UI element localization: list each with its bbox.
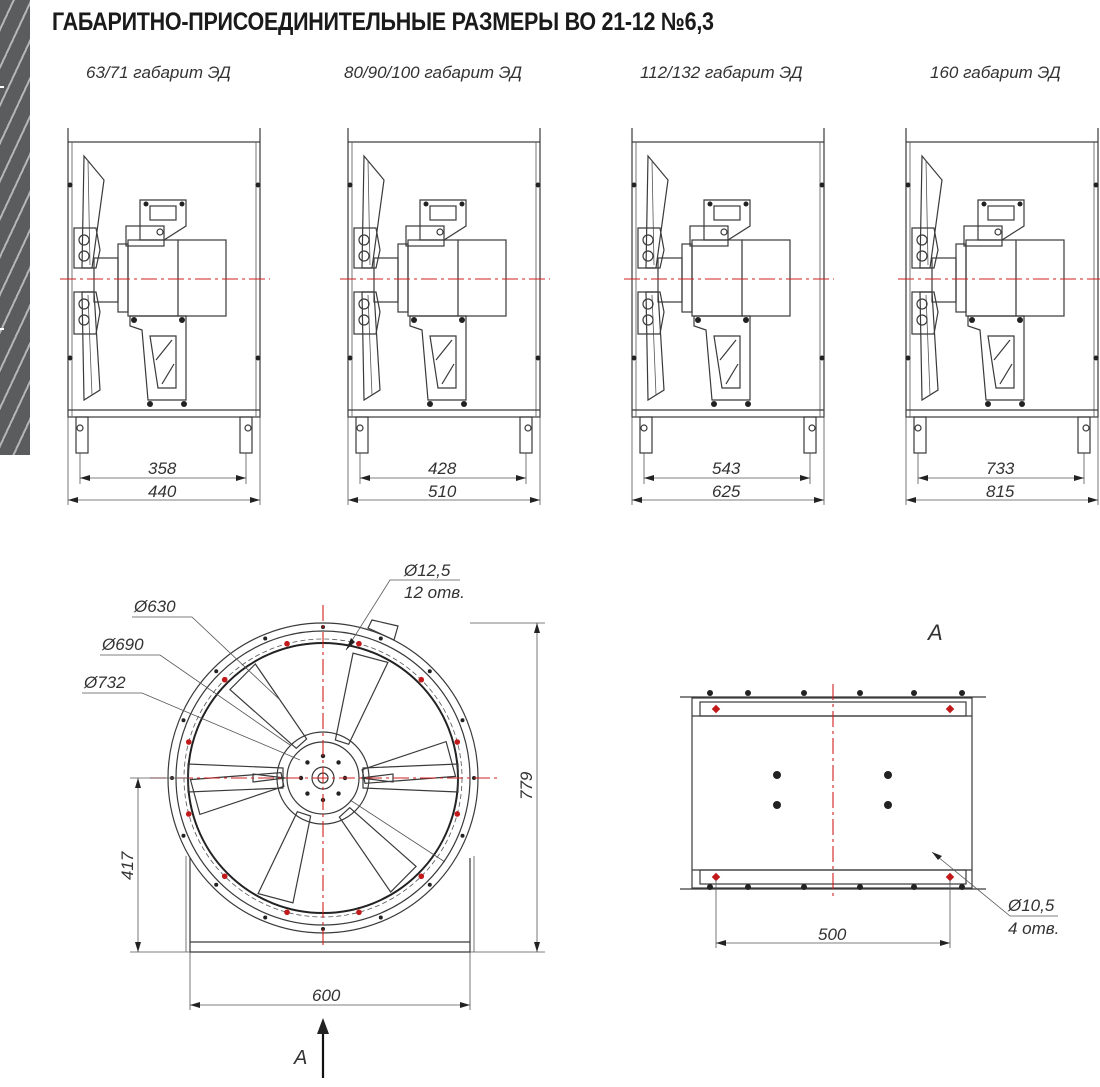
view-a-hole-callout bbox=[932, 852, 1059, 938]
inner-width-label: 543 bbox=[712, 459, 741, 478]
d690-label: Ø690 bbox=[102, 635, 144, 654]
motor-body bbox=[966, 240, 1016, 316]
flange-hole bbox=[356, 909, 362, 915]
impeller-blade bbox=[360, 741, 456, 795]
view-a-hole-diameter-label: Ø10,5 bbox=[1008, 896, 1055, 915]
axis-height-label: 417 bbox=[118, 851, 137, 880]
view-a-hole-count-label: 4 отв. bbox=[1008, 919, 1060, 938]
outer-width-label: 510 bbox=[428, 482, 457, 501]
blade-lower bbox=[82, 292, 100, 400]
mounting-hole bbox=[946, 873, 954, 881]
outer-width-label: 815 bbox=[986, 482, 1015, 501]
outer-width-label: 625 bbox=[712, 482, 741, 501]
view-arrow-label: A bbox=[294, 1047, 308, 1069]
mounting-hole bbox=[712, 873, 720, 881]
page-title: ГАБАРИТНО-ПРИСОЕДИНИТЕЛЬНЫЕ РАЗМЕРЫ ВО 21-12 №6,3 bbox=[52, 8, 714, 36]
hole-count-label: 12 отв. bbox=[404, 583, 465, 602]
flange-hole bbox=[454, 811, 460, 817]
flange-hole bbox=[284, 909, 290, 915]
terminal-box bbox=[368, 620, 398, 640]
flange-hole bbox=[454, 739, 460, 745]
height-dimension-label: 779 bbox=[517, 771, 536, 800]
side-view-label: 160 габарит ЭД bbox=[930, 63, 1061, 82]
impeller-blade bbox=[229, 664, 316, 755]
shaft bbox=[932, 258, 956, 302]
side-view-4 bbox=[898, 63, 1100, 505]
motor-body bbox=[692, 240, 742, 316]
view-a-width-dimension bbox=[716, 880, 950, 948]
view-a-width-label: 500 bbox=[818, 925, 847, 944]
axis-height-dimension bbox=[118, 778, 190, 952]
motor-body bbox=[408, 240, 458, 316]
flange-hole bbox=[418, 873, 424, 879]
side-views-row bbox=[60, 63, 1100, 505]
side-view-label: 80/90/100 габарит ЭД bbox=[344, 63, 522, 82]
left-foot bbox=[356, 417, 368, 453]
left-foot bbox=[76, 417, 88, 453]
impeller-blade bbox=[190, 761, 286, 815]
shaft bbox=[94, 258, 118, 302]
mounting-hole bbox=[946, 705, 954, 713]
d732-label: Ø732 bbox=[84, 673, 126, 692]
flange-hole bbox=[222, 873, 228, 879]
flange-hole bbox=[186, 811, 192, 817]
side-view-label: 112/132 габарит ЭД bbox=[640, 63, 803, 82]
flange-hole bbox=[356, 641, 362, 647]
hole-diameter-label: Ø12,5 bbox=[404, 561, 451, 580]
outer-width-label: 440 bbox=[148, 482, 177, 501]
height-dimension bbox=[470, 623, 545, 952]
view-a-arrow bbox=[293, 1018, 329, 1078]
side-view-1 bbox=[60, 63, 270, 505]
right-foot bbox=[1078, 417, 1090, 453]
side-view-3 bbox=[624, 63, 834, 505]
base-width-dimension bbox=[190, 952, 470, 1010]
shaft bbox=[658, 258, 682, 302]
right-foot bbox=[240, 417, 252, 453]
side-view-2 bbox=[340, 63, 550, 505]
view-a bbox=[680, 620, 1059, 948]
view-a-title: A bbox=[928, 620, 943, 645]
motor-body bbox=[128, 240, 178, 316]
front-base bbox=[186, 856, 474, 952]
base-width-label: 600 bbox=[312, 986, 341, 1005]
inner-width-label: 428 bbox=[428, 459, 457, 478]
side-view-label: 63/71 габарит ЭД bbox=[86, 63, 231, 82]
mounting-hole bbox=[712, 705, 720, 713]
left-foot bbox=[914, 417, 926, 453]
blade-lower bbox=[362, 292, 380, 400]
left-foot bbox=[640, 417, 652, 453]
flange-hole bbox=[284, 641, 290, 647]
flange-hole bbox=[222, 677, 228, 683]
flange-hole bbox=[186, 739, 192, 745]
blade-lower bbox=[646, 292, 664, 400]
inner-width-label: 358 bbox=[148, 459, 177, 478]
d630-label: Ø630 bbox=[134, 597, 176, 616]
diameter-callouts bbox=[82, 561, 465, 862]
impeller-blade bbox=[330, 801, 417, 892]
view-a-bolts bbox=[707, 690, 965, 890]
right-foot bbox=[804, 417, 816, 453]
flange-hole bbox=[418, 677, 424, 683]
right-foot bbox=[520, 417, 532, 453]
inner-width-label: 733 bbox=[986, 459, 1015, 478]
shaft bbox=[374, 258, 398, 302]
front-view bbox=[82, 561, 545, 1078]
blade-lower bbox=[920, 292, 938, 400]
